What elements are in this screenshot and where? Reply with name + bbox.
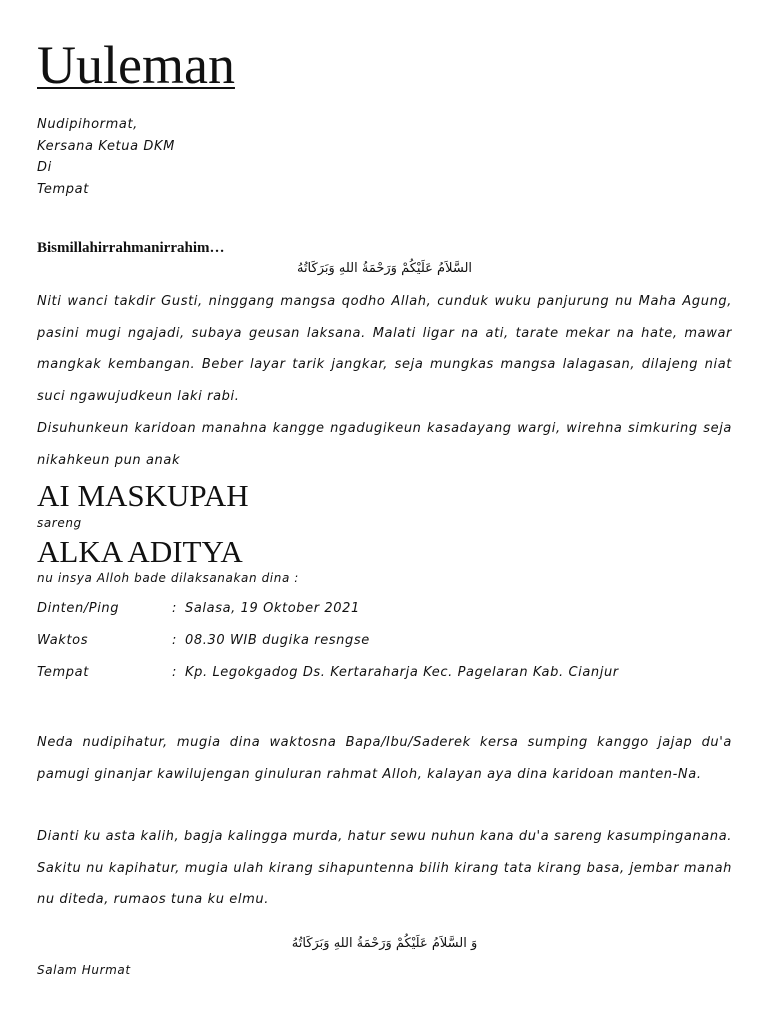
bismillah-line: Bismillahirrahmanirrahim… — [37, 240, 225, 256]
detail-separator: : — [172, 633, 177, 648]
detail-label: Dinten/Ping — [37, 601, 120, 616]
event-intro: nu insya Alloh bade dilaksanakan dina : — [37, 571, 299, 585]
request-paragraph: Disuhunkeun karidoan manahna kangge ngadugikeun kasadayang wargi, wirehna simkuring seja nikahkeun pun anak — [37, 421, 732, 468]
closing-signoff: Salam Hurmat — [37, 963, 131, 977]
recipient-address — [37, 114, 175, 200]
groom-name: ALKA ADITYA — [37, 534, 243, 569]
bride-name: AI MASKUPAH — [37, 478, 249, 513]
address-line: Tempat — [37, 181, 89, 197]
thanks-paragraph: Dianti ku asta kalih, bagja kalingga murda, hatur sewu nuhun kana du'a sareng kasumpinganana. Sakitu nu kapihatur, mugia ulah kirang sihapuntenna bilih kirang tata kirang basa, jembar manah nu diteda, rumaos tuna ku elmu. — [37, 829, 732, 907]
detail-separator: : — [172, 601, 177, 616]
detail-label: Waktos — [37, 633, 89, 648]
invitation-page — [37, 0, 732, 1024]
address-line: Nudipihormat, — [37, 117, 138, 132]
address-line: Di — [37, 160, 52, 175]
detail-separator: : — [172, 665, 177, 680]
address-line: Kersana Ketua DKM — [37, 138, 175, 154]
invitation-paragraph: Neda nudipihatur, mugia dina waktosna Bapa/Ibu/Saderek kersa sumping kanggo jajap du'a pamugi ginanjar kawilujengan ginuluran rahmat Alloh, kalayan aya dina karidoan manten-Na. — [37, 735, 732, 782]
detail-value: Kp. Legokgadog Ds. Kertaraharja Kec. Pagelaran Kab. Cianjur — [185, 665, 619, 680]
detail-value: Salasa, 19 Oktober 2021 — [185, 601, 360, 616]
salam-opening: السَّلاَمُ عَلَيْكُمْ وَرَحْمَةُ اللهِ وَبَرَكَاتُهُ — [296, 261, 473, 276]
detail-value: 08.30 WIB dugika resngse — [185, 633, 370, 648]
conjunction-text: sareng — [37, 516, 82, 530]
document-title: Uuleman — [37, 35, 235, 95]
detail-label: Tempat — [37, 665, 89, 680]
opening-paragraph: Niti wanci takdir Gusti, ninggang mangsa qodho Allah, cunduk wuku panjurung nu Maha Agung, pasini mugi ngajadi, subaya geusan laksana. Malati ligar na ati, tarate mekar na hate, mawar mangkak kembangan. Beber layar tarik jangkar, seja mungkas mangsa lalagasan, dilajeng niat suci ngawujudkeun laki rabi. — [37, 294, 732, 404]
salam-closing: وَ السَّلاَمُ عَلَيْكُمْ وَرَحْمَةُ اللهِ وَبَرَكَاتُهُ — [291, 936, 478, 951]
